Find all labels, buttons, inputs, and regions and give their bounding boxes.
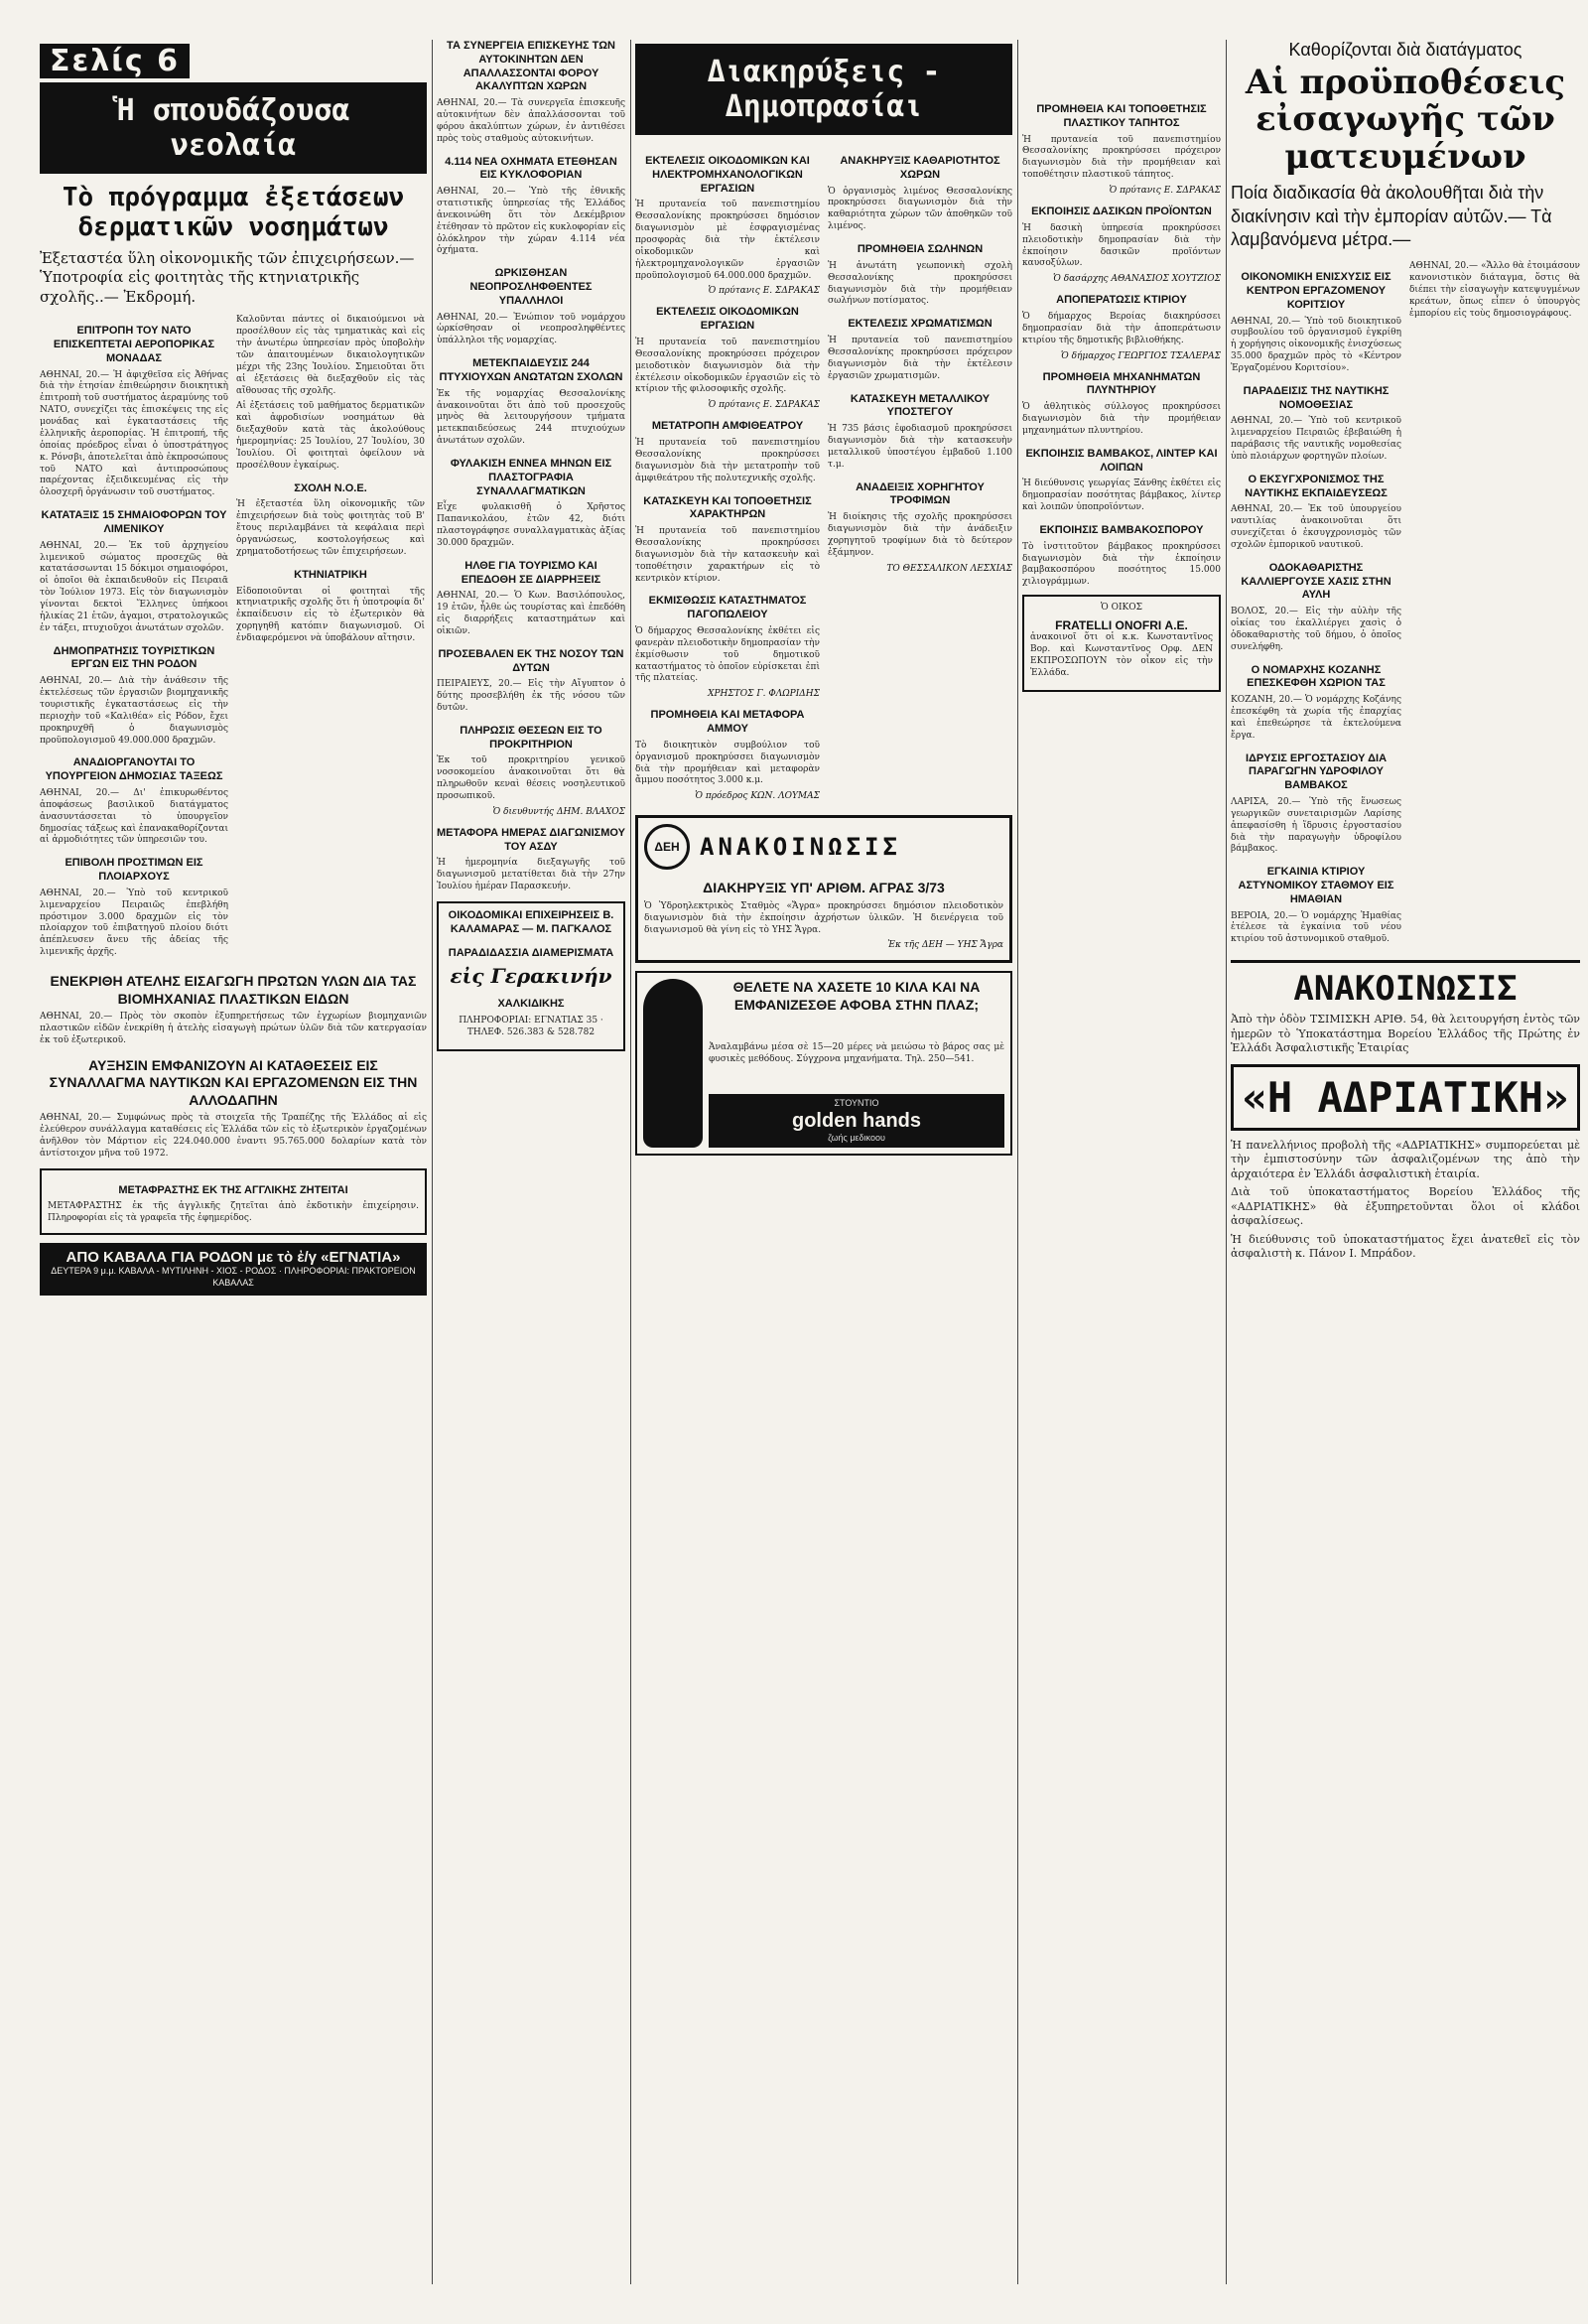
article-body: ΠΕΙΡΑΙΕΥΣ, 20.— Εἰς τὴν Αἴγυπτον ὁ δύτης προσεβλήθη ἐκ τῆς νόσου τῶν δυτῶν. <box>437 679 628 713</box>
article-body: ΜΕΤΑΦΡΑΣΤΗΣ ἐκ τῆς ἀγγλικῆς ζητεῖται ἀπὸ ἐκδοτικὴν ἐπιχείρησιν. Πληροφορίαι εἰς τὰ γραφεῖα τῆς ἐφημερίδος. <box>48 1201 422 1224</box>
tender-body: Ὁ δήμαρχος Θεσσαλονίκης ἐκθέτει εἰς φανερὰν πλειοδοτικὴν δημοπρασίαν τὴν ἐκμίσθωσιν τοῦ δημοτικοῦ καταστήματος τὸ ὁποῖον εὑρίσκεται ἐπὶ τῆς πλατείας. <box>635 625 823 684</box>
article-headline: ΟΙΚΟΝΟΜΙΚΗ ΕΝΙΣΧΥΣΙΣ ΕΙΣ ΚΕΝΤΡΟΝ ΕΡΓΑΖΟΜΕΝΟΥ ΚΟΡΙΤΣΙΟΥ <box>1241 271 1391 311</box>
weight-ad-headline: ΘΕΛΕΤΕ ΝΑ ΧΑΣΕΤΕ 10 ΚΙΛΑ ΚΑΙ ΝΑ ΕΜΦΑΝΙΖΕΣΘΕ ΑΦΟΒΑ ΣΤΗΝ ΠΛΑΖ; <box>732 979 981 1013</box>
tender-body: Ἡ πρυτανεία τοῦ πανεπιστημίου Θεσσαλονίκης προκηρύσσει πρόχειρον διαγωνισμὸν διὰ τὴν προμήθειαν καὶ τοποθέτησιν πλαστικοῦ τάπητος. <box>1022 134 1224 181</box>
insurance-announcement-body: Ἀπὸ τὴν ὁδὸν ΤΣΙΜΙΣΚΗ ΑΡΙΘ. 54, θὰ λειτουργήση ἐντὸς τῶν ἡμερῶν τὸ Ὑποκατάστημα Βορείου Ἑλλάδος τῆς Πρώτης ἐν Ἑλλάδι Ἀσφαλιστικῆς Ἑταιρίας <box>1231 1013 1584 1055</box>
article-body: ΑΘΗΝΑΙ, 20.— Ἐνώπιον τοῦ νομάρχου ὡρκίσθησαν οἱ νεοπροσληφθέντες ὑπάλληλοι τῆς νομαρχίας. <box>437 312 628 346</box>
tender-headline: ΕΚΠΟΙΗΣΙΣ ΔΑΣΙΚΩΝ ΠΡΟΪΟΝΤΩΝ <box>1031 205 1212 217</box>
article-headline: ΟΔΟΚΑΘΑΡΙΣΤΗΣ ΚΑΛΛΙΕΡΓΟΥΣΕ ΧΑΣΙΣ ΣΤΗΝ ΑΥΛΗ <box>1241 561 1391 602</box>
tender-signature: Ὁ δασάρχης ΑΘΑΝΑΣΙΟΣ ΧΟΥΤΖΙΟΣ <box>1053 274 1221 285</box>
column-2 <box>437 0 628 2324</box>
article-body: Εἶχε φυλακισθῆ ὁ Χρῆστος Παπανικολάου, ἐτῶν 42, διότι πλαστογράφησε συναλλαγματικὰς ἀξίας 30.000 δραχμῶν. <box>437 502 628 548</box>
tender-body: Ἡ δασικὴ ὑπηρεσία προκηρύσσει πλειοδοτικὴν δημοπρασίαν διὰ τὴν ἐκποίησιν δασικῶν προϊόντων καυσοξύλων. <box>1022 222 1224 269</box>
main-headline: Αἱ προϋποθέσεις εἰσαγωγῆς τῶν ματευμένων <box>1245 63 1566 177</box>
article-body: ΑΘΗΝΑΙ, 20.— Ἐκ τοῦ ἀρχηγείου λιμενικοῦ σώματος προσεχῶς θὰ κατατάσσωνται 15 δόκιμοι σημαιοφόροι, οἱ ὁποῖοι θὰ ἐκπαιδευθοῦν εἰς Πειραιᾶ τὸν Ἰούλιον 1973. Εἰς τὸν διαγωνισμὸν γίνονται δεκτοὶ Ἕλληνες ὑπήκοοι ἡλικίας 21 ἐτῶν, ἀγαμοι, στρατολογικῶς ἐν τάξει, πτυχιοῦχοι ἀνωτάτων σχολῶν. <box>40 540 231 633</box>
article-headline: ΙΔΡΥΣΙΣ ΕΡΓΟΣΤΑΣΙΟΥ ΔΙΑ ΠΑΡΑΓΩΓΗΝ ΥΔΡΟΦΙΛΟΥ ΒΑΜΒΑΚΟΣ <box>1245 752 1388 792</box>
tender-body: Ἡ ἀνωτάτη γεωπονικὴ σχολὴ Θεσσαλονίκης προκηρύσσει διαγωνισμὸν διὰ τὴν προμήθειαν σωλήνων ποτίσματος. <box>828 260 1015 307</box>
tender-headline: ΚΑΤΑΣΚΕΥΗ ΚΑΙ ΤΟΠΟΘΕΤΗΣΙΣ ΧΑΡΑΚΤΗΡΩΝ <box>643 494 812 521</box>
two-column-block <box>40 315 427 963</box>
tender-signature: Ὁ πρύτανις Ε. ΣΔΡΑΚΑΣ <box>1109 186 1221 196</box>
article-headline: ΕΝΕΚΡΙΘΗ ΑΤΕΛΗΣ ΕΙΣΑΓΩΓΗ ΠΡΩΤΩΝ ΥΛΩΝ ΔΙΑ ΤΑΣ ΒΙΟΜΗΧΑΝΙΑΣ ΠΛΑΣΤΙΚΩΝ ΕΙΔΩΝ <box>50 973 417 1007</box>
article-body: ΑΘΗΝΑΙ, 20.— Ὑπὸ τοῦ κεντρικοῦ λιμεναρχείου Πειραιῶς ἐβεβαιώθη ἡ παράβασις τῆς ναυτικῆς νομοθεσίας ὑπὸ πλοιάρχων φορτηγῶν πλοίων. <box>1231 416 1404 463</box>
tender-headline: ΕΚΠΟΙΗΣΙΣ ΒΑΜΒΑΚΟΣ, ΛΙΝΤΕΡ ΚΑΙ ΛΟΙΠΩΝ <box>1025 447 1218 474</box>
tender-headline: ΜΕΤΑΤΡΟΠΗ ΑΜΦΙΘΕΑΤΡΟΥ <box>651 420 804 433</box>
property-ad-location: εἰς Γερακινήν <box>450 964 612 989</box>
article-body: ΒΟΛΟΣ, 20.— Εἰς τὴν αὐλὴν τῆς οἰκίας του ἐκαλλιέργει χασὶς ὁ ὁδοκαθαριστὴς τοῦ δήμου, ὁ ὁποῖος συνελήφθη. <box>1231 607 1404 652</box>
article-headline: ΕΓΚΑΙΝΙΑ ΚΤΙΡΙΟΥ ΑΣΤΥΝΟΜΙΚΟΥ ΣΤΑΘΜΟΥ ΕΙΣ ΗΜΑΘΙΑΝ <box>1238 866 1394 905</box>
subcolumn-left <box>635 145 823 805</box>
golden-hands-name: golden hands <box>792 1109 921 1132</box>
insurance-announcement-title: ΑΝΑΚΟΙΝΩΣΙΣ <box>1231 960 1580 1009</box>
golden-hands-label: ΣΤΟΥΝΤΙΟ <box>834 1097 879 1108</box>
property-ad-region: ΧΑΛΚΙΔΙΚΗΣ <box>497 998 565 1011</box>
column-rule <box>630 40 631 2284</box>
ferry-ad-title: ΑΠΟ ΚΑΒΑΛΑ ΓΙΑ ΡΟΔΟΝ με τὸ ἐ/γ «ΕΓΝΑΤΙΑ» <box>66 1249 401 1267</box>
onofri-body: ἀνακοινοῖ ὅτι οἱ κ.κ. Κωνσταντῖνος Βορ. καὶ Κωνσταντῖνος Ορφ. ΔΕΝ ΕΚΠΡΟΣΩΠΟΥΝ τὸν οἶκον εἰς τὴν Ἑλλάδα. <box>1030 632 1216 678</box>
adriatic-logo: «Η ΑΔΡΙΑΤΙΚΗ» <box>1231 1064 1580 1131</box>
article-body: ΑΘΗΝΑΙ, 20.— Ὑπὸ τοῦ διοικητικοῦ συμβουλίου τοῦ ὀργανισμοῦ ἐγκρίθη ἡ χορήγησις οἰκονομικῆς ἐνισχύσεως 35.000 δραχμῶν πρὸς τὸ «Κέντρον Ἐργαζομένου Κοριτσίου». <box>1231 316 1404 374</box>
property-ad-subtitle: ΠΑΡΑΔΙΔΑΣΣΙΑ ΔΙΑΜΕΡΙΣΜΑΤΑ <box>448 946 614 959</box>
tender-headline: ΠΡΟΜΗΘΕΙΑ ΚΑΙ ΤΟΠΟΘΕΤΗΣΙΣ ΠΛΑΣΤΙΚΟΥ ΤΑΠΗΤΟΣ <box>1036 103 1207 129</box>
tender-headline: ΑΠΟΠΕΡΑΤΩΣΙΣ ΚΤΙΡΙΟΥ <box>1056 294 1187 307</box>
article-body: Ἡ ἡμερομηνία διεξαγωγῆς τοῦ διαγωνισμοῦ μετατίθεται διὰ τὴν 27ην Ἰουλίου ἡμέραν Παρασκευήν. <box>437 858 628 892</box>
woman-silhouette-icon <box>643 979 703 1148</box>
lead-headline: Τὸ πρόγραμμα ἐξετάσεων δερματικῶν νοσημάτων <box>62 183 405 242</box>
article-body: ΑΘΗΝΑΙ, 20.— Δι' ἐπικυρωθέντος ἀποφάσεως βασιλικοῦ διατάγματος ἀνασυντάσσεται τὸ ὑπουργεῖον δημοσίας τάξεως καὶ ἐπανακαθορίζονται αἱ ἁρμοδιότητες τῶν ὑπηρεσιῶν του. <box>40 787 231 846</box>
section-banner: Ἡ σπουδάζουσα νεολαία <box>40 82 427 174</box>
ferry-advertisement <box>40 1243 427 1295</box>
tender-headline: ΑΝΑΔΕΙΞΙΣ ΧΟΡΗΓΗΤΟΥ ΤΡΟΦΙΜΩΝ <box>856 480 985 507</box>
ferry-ad-details: ΔΕΥΤΕΡΑ 9 μ.μ. ΚΑΒΑΛΑ - ΜΥΤΙΛΗΝΗ - ΧΙΟΣ - ΡΟΔΟΣ · ΠΛΗΡΟΦΟΡΙΑΙ: ΠΡΑΚΤΟΡΕΙΟΝ ΚΑΒΑΛΑΣ <box>51 1266 416 1288</box>
tender-body: Ἡ πρυτανεία τοῦ πανεπιστημίου Θεσσαλονίκης προκηρύσσει διαγωνισμὸν διὰ τὴν κατασκευὴν καὶ τοποθέτησιν χαρακτήρων εἰς τὸ κεντρικὸν κτίριον. <box>635 526 823 584</box>
tender-headline: ΕΚΤΕΛΕΣΙΣ ΟΙΚΟΔΟΜΙΚΩΝ ΕΡΓΑΣΙΩΝ <box>656 306 799 333</box>
article-headline: ΠΡΟΣΕΒΑΛΕΝ ΕΚ ΤΗΣ ΝΟΣΟΥ ΤΩΝ ΔΥΤΩΝ <box>438 647 624 674</box>
property-ad-company: ΟΙΚΟΔΟΜΙΚΑΙ ΕΠΙΧΕΙΡΗΣΕΙΣ Β. ΚΑΛΑΜΑΡΑΣ — Μ. ΠΑΓΚΑΛΟΣ <box>448 909 614 935</box>
article-headline: ΑΝΑΔΙΟΡΓΑΝΟΥΤΑΙ ΤΟ ΥΠΟΥΡΓΕΙΟΝ ΔΗΜΟΣΙΑΣ ΤΑΞΕΩΣ <box>45 756 223 783</box>
golden-hands-logo <box>709 1094 1004 1149</box>
dei-announcement-header <box>644 824 1003 870</box>
article-body: Καλοῦνται πάντες οἱ δικαιούμενοι νὰ προσέλθουν εἰς τὰς τμηματικὰς καὶ εἰς τὴν ἀνωτέρω ὑπηρεσίαν πρὸς ὑποβολὴν τῶν ἀπαιτουμένων δικαιολογητικῶν μέχρι τῆς 23ης Ἰουλίου. Σημειοῦται ὅτι αἱ ἐξετάσεις θὰ διεξαχθοῦν εἰς τὰς αἴθουσας τῆς σχολῆς. <box>236 315 428 396</box>
article-body: Ἐκ τοῦ προκριτηρίου γενικοῦ νοσοκομείου ἀνακοινοῦται ὅτι θὰ πληρωθοῦν κεναὶ θέσεις νοσηλευτικοῦ προσωπικοῦ. <box>437 755 628 801</box>
tenders-subcolumns <box>635 145 1015 805</box>
weight-loss-advertisement <box>635 971 1012 1156</box>
article-headline: ΕΠΙΒΟΛΗ ΠΡΟΣΤΙΜΩΝ ΕΙΣ ΠΛΟΙΑΡΧΟΥΣ <box>65 857 203 884</box>
tender-body: Τὸ ἰνστιτοῦτον βάμβακος προκηρύσσει διαγωνισμὸν διὰ τὴν ἐκποίησιν βαμβακοσπόρου ποσότητος 15.000 χιλιογράμμων. <box>1022 541 1224 588</box>
article-headline: ΩΡΚΙΣΘΗΣΑΝ ΝΕΟΠΡΟΣΛΗΦΘΕΝΤΕΣ ΥΠΑΛΛΗΛΟΙ <box>469 267 593 307</box>
tender-body: Ἡ πρυτανεία τοῦ πανεπιστημίου Θεσσαλονίκης προκηρύσσει πρόχειρον μειοδοτικὸν διαγωνισμὸν διὰ τὴν ἐκτέλεσιν οἰκοδομικῶν ἐργασιῶν εἰς τὸ κτίριον τῆς φιλοσοφικῆς σχολῆς. <box>635 337 823 395</box>
article-headline: ΤΑ ΣΥΝΕΡΓΕΙΑ ΕΠΙΣΚΕΥΗΣ ΤΩΝ ΑΥΤΟΚΙΝΗΤΩΝ ΔΕΝ ΑΠΑΛΛΑΣΣΟΝΤΑΙ ΦΟΡΟΥ ΑΚΑΛΥΠΤΩΝ ΧΩΡΩΝ <box>447 40 615 93</box>
subcolumn-left <box>40 315 231 963</box>
article-body: Ἡ ἐξεταστέα ὕλη οἰκονομικῆς τῶν ἐπιχειρήσεων διὰ τοὺς φοιτητὰς τοῦ Β' ἔτους περιλαμβάνει τὰ κεφάλαια περὶ ὀργανώσεως, κοστολογήσεως καὶ χρηματοδοτήσεως τῶν ἐπιχειρήσεων. <box>236 499 428 557</box>
tender-body: Ἡ διοίκησις τῆς σχολῆς προκηρύσσει διαγωνισμὸν διὰ τὴν ἀνάδειξιν χορηγητοῦ τροφίμων διὰ τὸ δεύτερον ἑξάμηνον. <box>828 512 1015 558</box>
article-headline: ΚΑΤΑΤΑΞΙΣ 15 ΣΗΜΑΙΟΦΟΡΩΝ ΤΟΥ ΛΙΜΕΝΙΚΟΥ <box>41 509 227 535</box>
onofri-label: Ὁ ΟΙΚΟΣ <box>1101 603 1142 614</box>
tender-body: Ἡ πρυτανεία τοῦ πανεπιστημίου Θεσσαλονίκης προκηρύσσει πρόχειρον διαγωνισμὸν διὰ τὴν ἐκτέλεσιν ἐργασιῶν χρωματισμῶν. <box>828 336 1015 381</box>
tender-headline: ΠΡΟΜΗΘΕΙΑ ΜΗΧΑΝΗΜΑΤΩΝ ΠΛΥΝΤΗΡΙΟΥ <box>1042 370 1201 397</box>
article-headline: ΜΕΤΑΦΟΡΑ ΗΜΕΡΑΣ ΔΙΑΓΩΝΙΣΜΟΥ ΤΟΥ ΑΣΔΥ <box>437 826 626 853</box>
article-body: Εἰδοποιοῦνται οἱ φοιτηταὶ τῆς κτηνιατρικῆς σχολῆς ὅτι ἡ ὑποτροφία δι' ἐκπαίδευσιν εἰς τὸ ἐξωτερικὸν θὰ χορηγηθῆ κατόπιν διαγωνισμοῦ. Οἱ ἐνδιαφερόμενοι νὰ ὑποβάλουν αἴτησιν. <box>236 586 428 644</box>
column-5 <box>1231 0 1584 2324</box>
article-headline: ΑΥΞΗΣΙΝ ΕΜΦΑΝΙΖΟΥΝ ΑΙ ΚΑΤΑΘΕΣΕΙΣ ΕΙΣ ΣΥΝΑΛΛΑΓΜΑ ΝΑΥΤΙΚΩΝ ΚΑΙ ΕΡΓΑΖΟΜΕΝΩΝ ΕΙΣ ΤΗΝ ΑΛΛΟΔΑΠΗΝ <box>49 1056 418 1108</box>
property-advertisement <box>437 901 625 1051</box>
news-subcolumns <box>1231 261 1583 950</box>
onofri-company: FRATELLI ONOFRI Α.Ε. <box>1055 618 1188 632</box>
onofri-notice <box>1022 595 1221 691</box>
tender-headline: ΠΡΟΜΗΘΕΙΑ ΣΩΛΗΝΩΝ <box>857 243 984 255</box>
kicker: Καθορίζονται διὰ διατάγματος <box>1288 40 1522 60</box>
tender-body: Ὁ ἀθλητικὸς σύλλογος προκηρύσσει διαγωνισμὸν διὰ τὴν προμήθειαν μηχανημάτων πλυντηρίου. <box>1022 402 1224 436</box>
tender-body: Ὁ δήμαρχος Βεροίας διακηρύσσει δημοπρασίαν διὰ τὴν ἀποπεράτωσιν κτιρίου τῆς δημοτικῆς βιβλιοθήκης. <box>1022 312 1224 345</box>
lead-deck: Ἐξεταστέα ὕλη οἰκονομικῆς τῶν ἐπιχειρήσεων.— Ὑποτροφία εἰς φοιτητὰς τῆς κτηνιατρικῆς σχολῆς..— Ἐκδρομή. <box>40 248 415 306</box>
article-body: ΑΘΗΝΑΙ, 20.— Συμφώνως πρὸς τὰ στοιχεῖα τῆς Τραπέζης τῆς Ἑλλάδος αἱ εἰς ἐλεύθερον συνάλλαγμα καταθέσεις εἰς Ἑλλάδα τῶν εἰς τὸ ἐξωτερικὸν ἐργαζομένων ἀνῆλθον τὸν Μάρτιον εἰς 224.040.000 ἐναντι 95.765.000 δολαρίων κατὰ τὸν ἀντίστοιχον μῆνα τοῦ 1972. <box>40 1113 430 1159</box>
tender-headline: ΕΚΤΕΛΕΣΙΣ ΧΡΩΜΑΤΙΣΜΩΝ <box>848 318 992 331</box>
dei-announcement-signature: Ἐκ τῆς ΔΕΗ — ΥΗΣ Ἄγρα <box>887 940 1003 951</box>
article-headline: ΗΛΘΕ ΓΙΑ ΤΟΥΡΙΣΜΟ ΚΑΙ ΕΠΕΔΟΘΗ ΣΕ ΔΙΑΡΡΗΞΕΙΣ <box>461 559 601 586</box>
tender-signature: ΤΟ ΘΕΣΣΑΛΙΚΟΝ ΛΕΣΧΙΑΣ <box>886 563 1012 574</box>
dei-announcement <box>635 815 1012 963</box>
article-body: Ἐκ τῆς νομαρχίας Θεσσαλονίκης ἀνακοινοῦται ὅτι ἀπὸ τοῦ προσεχοῦς μηνὸς θὰ λειτουργήσουν τμήματα μετεκπαιδεύσεως 244 πτυχιούχων ἀνωτάτων σχολῶν. <box>437 388 628 447</box>
column-4 <box>1022 0 1224 2324</box>
tender-headline: ΚΑΤΑΣΚΕΥΗ ΜΕΤΑΛΛΙΚΟΥ ΥΠΟΣΤΕΓΟΥ <box>850 392 991 419</box>
article-body: ΛΑΡΙΣΑ, 20.— Ὑπὸ τῆς ἕνωσεως γεωργικῶν συνεταιρισμῶν Λαρίσης ἀπεφασίσθη ἡ ἵδρυσις ἐργοστασίου διὰ τὴν παραγωγὴν ὑδροφίλου βάμβακος. <box>1231 796 1404 855</box>
article-body: ΑΘΗΝΑΙ, 20.— Τὰ συνεργεῖα ἐπισκευῆς αὐτοκινήτων δὲν ἀπαλλάσσονται τοῦ φόρου ἀκαλύπτων χώρων, ἐν ἀντιθέσει πρὸς τοὺς σταθμοὺς αὐτοκινήτων. <box>437 98 628 144</box>
weight-ad-text <box>709 979 1007 1148</box>
column-rule <box>432 40 433 2284</box>
dei-announcement-title: ΑΝΑΚΟΙΝΩΣΙΣ <box>700 833 901 862</box>
tender-headline: ΠΡΟΜΗΘΕΙΑ ΚΑΙ ΜΕΤΑΦΟΡΑ ΑΜΜΟΥ <box>650 709 805 735</box>
article-body: Αἱ ἐξετάσεις τοῦ μαθήματος δερματικῶν καὶ ἀφροδισίων νοσημάτων θὰ διεξαχθοῦν κατὰ τὰς ἀκολούθους ἡμερομηνίας: 25 Ἰουλίου, 27 Ἰουλίου, 30 Ἰουλίου. Οἱ φοιτηταὶ ὀφείλουν νὰ προσέλθουν ἐγκαίρως. <box>236 401 428 471</box>
tender-body: Ὁ ὀργανισμὸς λιμένος Θεσσαλονίκης προκηρύσσει διαγωνισμὸν διὰ τὴν καθαριότητα χώρων τῶν ἀποθηκῶν τοῦ λιμένος. <box>828 186 1015 232</box>
tenders-banner: Διακηρύξεις - Δημοπρασίαι <box>635 44 1012 135</box>
subcolumn-right <box>1409 261 1583 950</box>
main-deck: Ποία διαδικασία θὰ ἀκολουθῆται διὰ τὴν διακίνησιν καὶ τὴν ἐμπορίαν αὐτῶν.— Τὰ λαμβανόμενα μέτρα.— <box>1231 183 1552 249</box>
column-3 <box>635 0 1015 2324</box>
property-ad-contact: ΠΛΗΡΟΦΟΡΙΑΙ: ΕΓΝΑΤΙΑΣ 35 · ΤΗΛΕΦ. 526.383 & 528.782 <box>459 1016 606 1037</box>
column-rule <box>1226 40 1227 2284</box>
subcolumn-right <box>236 315 428 963</box>
column-rule <box>1017 40 1018 2284</box>
tender-signature: Ὁ πρύτανις Ε. ΣΔΡΑΚΑΣ <box>708 400 820 411</box>
article-headline: ΔΗΜΟΠΡΑΤΗΣΙΣ ΤΟΥΡΙΣΤΙΚΩΝ ΕΡΓΩΝ ΕΙΣ ΤΗΝ ΡΟΔΟΝ <box>53 644 215 671</box>
adriatic-body: Ἡ πανελλήνιος προβολὴ τῆς «ΑΔΡΙΑΤΙΚΗΣ» συμπορεύεται μὲ τὴν ἐμπιστοσύνην τῶν ἀσφαλιζομένων της ἀπὸ τὴν ἀρχαιότερα ἐν Ἑλλάδι ἀσφαλιστικὴ ἑταιρία. <box>1231 1138 1584 1180</box>
tender-signature: Ὁ δήμαρχος ΓΕΩΡΓΙΟΣ ΤΣΑΛΕΡΑΣ <box>1061 350 1221 361</box>
tender-headline: ΕΚΜΙΣΘΩΣΙΣ ΚΑΤΑΣΤΗΜΑΤΟΣ ΠΑΓΟΠΩΛΕΙΟΥ <box>648 595 807 621</box>
article-body: ΑΘΗΝΑΙ, 20.— «Ἄλλο θὰ ἐτοιμάσουν κανονιστικὸν διάταγμα, ὅστις θὰ διέπει τὴν εἰσαγωγὴν κατεψυγμένων κρεάτων, ὅπως εἶπεν ὁ ὑπουργὸς ἐμπορίου εἰς τοὺς δημοσιογράφους. <box>1409 261 1583 319</box>
dei-announcement-body: Ὁ Ὑδροηλεκτρικὸς Σταθμὸς «Ἄγρα» προκηρύσσει δημόσιον πλειοδοτικὸν διαγωνισμὸν διὰ τὴν ἐκποίησιν ἀχρήστων ὑλικῶν. Ἡ διενέργεια τοῦ διαγωνισμοῦ θὰ γίνη εἰς τὸ ΥΗΣ Ἄγρα. <box>644 900 1006 935</box>
article-body: ΑΘΗΝΑΙ, 20.— Ἐκ τοῦ ὑπουργείου ναυτιλίας ἀνακοινοῦται ὅτι συνεχίζεται ὁ ἐκσυγχρονισμὸς τῶν σχολῶν ἐμπορικοῦ ναυτικοῦ. <box>1231 504 1404 551</box>
article-signature: Ὁ διευθυντής ΔΗΜ. ΒΛΑΧΟΣ <box>492 806 625 817</box>
tender-body: Ἡ πρυτανεία τοῦ πανεπιστημίου Θεσσαλονίκης προκηρύσσει δημόσιον διαγωνισμὸν μὲ ἐσφραγισμένας προσφορὰς διὰ τὴν ἐκτέλεσιν οἰκοδομικῶν καὶ ἠλεκτρομηχανολογικῶν ἐργασιῶν προϋπολογισμοῦ 64.000.000 δραχμῶν. <box>635 200 823 281</box>
subcolumn-right <box>828 145 1015 805</box>
article-headline: ΜΕΤΕΚΠΑΙΔΕΥΣΙΣ 244 ΠΤΥΧΙΟΥΧΩΝ ΑΝΩΤΑΤΩΝ ΣΧΟΛΩΝ <box>439 357 623 383</box>
article-body: ΑΘΗΝΑΙ, 20.— Πρὸς τὸν σκοπὸν ἐξυπηρετήσεως τῶν ἐγχωρίων βιομηχανιῶν πλαστικῶν εἰδῶν ἐνεκρίθη ἡ ἀτελὴς εἰσαγωγὴ πρώτων ὑλῶν διὰ τῶν κατεργασίαν ἐκ τοῦ ἐξωτερικοῦ. <box>40 1012 430 1045</box>
article-headline: ΣΧΟΛΗ Ν.Ο.Ε. <box>294 481 367 494</box>
tender-body: Ἡ πρυτανεία τοῦ πανεπιστημίου Θεσσαλονίκης προκηρύσσει διαγωνισμὸν διὰ τὴν μετατροπὴν τοῦ ἀμφιθεάτρου τῆς πολυτεχνικῆς σχολῆς. <box>635 438 823 483</box>
article-body: ΑΘΗΝΑΙ, 20.— Ἡ ἀφιχθεῖσα εἰς Ἀθήνας διὰ τὴν ἐτησίαν ἐπιθεώρησιν διοικητικὴ ἐπιτροπὴ τοῦ συστήματος ἀεραμύνης τοῦ ΝΑΤΟ, συνεχίζει τὰς ἐπισκέψεις της εἰς μονάδας καὶ ἐγκαταστάσεις τῆς ἑλληνικῆς ἀεροπορίας. Ἡ ἐπιτροπή, τῆς ὁποίας πρόεδρος εἶναι ὁ ὑποστράτηγος κ. Ρόνσβι, ἀποτελεῖται ἀπὸ ἐκπροσώπους τοῦ ΝΑΤΟ καὶ ἀντιπροσώπους παρέχοντας ἐξειδικευμένας εἰς τὴν ὁλοσχερῆ ὀργάνωσιν τοῦ συστήματος. <box>40 369 231 498</box>
article-body: ΑΘΗΝΑΙ, 20.— Διὰ τὴν ἀνάθεσιν τῆς ἐκτελέσεως τῶν ἐργασιῶν βιομηχανικῆς τουριστικῆς ἐγκαταστάσεως εἰς τὴν περιοχὴν τοῦ «Καλιθέα» εἰς Ρόδον, ἔχει προκηρυχθῆ ὁ διαγωνισμὸς προϋπολογισμοῦ 49.000.000 δραχμῶν. <box>40 676 231 746</box>
article-headline: ΜΕΤΑΦΡΑΣΤΗΣ ΕΚ ΤΗΣ ΑΓΓΛΙΚΗΣ ΖΗΤΕΙΤΑΙ <box>118 1183 348 1196</box>
article-body: ΚΟΖΑΝΗ, 20.— Ὁ νομάρχης Κοζάνης ἐπεσκέφθη τὰ χωρία τῆς ἐπαρχίας καὶ ἐπεθεώρησε τὰ ἐκτελούμενα ἔργα. <box>1231 695 1404 741</box>
tender-body: Ἡ 735 βάσις ἐφοδιασμοῦ προκηρύσσει διαγωνισμὸν διὰ τὴν κατασκευὴν μεταλλικοῦ ὑποστέγου ἐμβαδοῦ 1.100 τ.μ. <box>828 424 1015 470</box>
page-number-badge: Σελίς 6 <box>40 44 190 78</box>
article-headline: ΦΥΛΑΚΙΣΗ ΕΝΝΕΑ ΜΗΝΩΝ ΕΙΣ ΠΛΑΣΤΟΓΡΑΦΙΑ ΣΥΝΑΛΛΑΓΜΑΤΙΚΩΝ <box>450 458 612 497</box>
tender-headline: ΕΚΤΕΛΕΣΙΣ ΟΙΚΟΔΟΜΙΚΩΝ ΚΑΙ ΗΛΕΚΤΡΟΜΗΧΑΝΟΛΟΓΙΚΩΝ ΕΡΓΑΣΙΩΝ <box>645 155 810 195</box>
weight-ad-body: Ἀναλαμβάνω μέσα σὲ 15—20 μέρες νὰ μειώσω τὸ βάρος σας μὲ φυσικὲς μεθόδους. Σύγχρονα μηχανήματα. Τηλ. 250—541. <box>709 1041 1007 1064</box>
article-headline: ΕΠΙΤΡΟΠΗ ΤΟΥ ΝΑΤΟ ΕΠΙΣΚΕΠΤΕΤΑΙ ΑΕΡΟΠΟΡΙΚΑΣ ΜΟΝΑΔΑΣ <box>53 325 215 364</box>
article-headline: ΠΑΡΑΔΕΙΣΙΣ ΤΗΣ ΝΑΥΤΙΚΗΣ ΝΟΜΟΘΕΣΙΑΣ <box>1243 384 1390 411</box>
article-body: ΑΘΗΝΑΙ, 20.— Ὑπὸ τοῦ κεντρικοῦ λιμεναρχείου Πειραιῶς ἐπεβλήθη πρόστιμον 3.000 δραχμῶν εἰς τὸν πλοίαρχον τοῦ ἐπιβατηγοῦ πλοίου διότι ἀπέπλευσεν ἄνευ τῆς ἀδείας τῆς λιμενικῆς ἀρχῆς. <box>40 888 231 958</box>
tender-body: Τὸ διοικητικὸν συμβούλιον τοῦ ὀργανισμοῦ προκηρύσσει διαγωνισμὸν διὰ τὴν προμήθειαν καὶ μεταφορὰν ἄμμου ποσότητος 3.000 κ.μ. <box>635 740 823 786</box>
tender-headline: ΕΚΠΟΙΗΣΙΣ ΒΑΜΒΑΚΟΣΠΟΡΟΥ <box>1039 523 1204 536</box>
tender-headline: ΑΝΑΚΗΡΥΞΙΣ ΚΑΘΑΡΙΟΤΗΤΟΣ ΧΩΡΩΝ <box>840 155 1000 181</box>
article-headline: 4.114 ΝΕΑ ΟΧΗΜΑΤΑ ΕΤΕΘΗΣΑΝ ΕΙΣ ΚΥΚΛΟΦΟΡΙΑΝ <box>445 155 617 182</box>
article-headline: ΚΤΗΝΙΑΤΡΙΚΗ <box>294 568 367 581</box>
article-headline: ΠΛΗΡΩΣΙΣ ΘΕΣΕΩΝ ΕΙΣ ΤΟ ΠΡΟΚΡΙΤΗΡΙΟΝ <box>460 724 602 751</box>
tender-signature: Ὁ πρόεδρος ΚΩΝ. ΛΟΥΜΑΣ <box>695 791 820 802</box>
article-body: ΑΘΗΝΑΙ, 20.— Ὑπὸ τῆς ἐθνικῆς στατιστικῆς ὑπηρεσίας τῆς Ἑλλάδος ἀνεκοινώθη ὅτι τὸν Δεκέμβριον ἐτέθησαν τὸ πρῶτον εἰς κυκλοφορίαν εἰς ὁλόκληρον τὴν χώραν 4.114 νέα ὀχήματα. <box>437 187 628 256</box>
article-headline: Ο ΝΟΜΑΡΧΗΣ ΚΟΖΑΝΗΣ ΕΠΕΣΚΕΦΘΗ ΧΩΡΙΟΝ ΤΑΣ <box>1247 663 1386 690</box>
tender-body: Ἡ διεύθυνσις γεωργίας Ξάνθης ἐκθέτει εἰς δημοπρασίαν ποσότητας βάμβακος, λίντερ καὶ λοιπῶν ὑποπροϊόντων. <box>1022 478 1224 512</box>
column-1 <box>40 0 430 2324</box>
classified-box <box>40 1168 427 1236</box>
subcolumn-left <box>1231 261 1404 950</box>
article-headline: Ο ΕΚΣΥΓΧΡΟΝΙΣΜΟΣ ΤΗΣ ΝΑΥΤΙΚΗΣ ΕΚΠΑΙΔΕΥΣΕΩΣ <box>1245 473 1388 499</box>
tender-signature: ΧΡΗΣΤΟΣ Γ. ΦΛΩΡΙΔΗΣ <box>708 689 820 700</box>
golden-hands-tagline: ζωής μεδικοου <box>828 1132 885 1143</box>
dei-logo-icon: ΔΕΗ <box>644 824 690 870</box>
dei-announcement-subtitle: ΔΙΑΚΗΡΥΞΙΣ ΥΠ' ΑΡΙΘΜ. ΑΓΡΑΣ 3/73 <box>703 880 945 896</box>
adriatic-body: Διὰ τοῦ ὑποκαταστήματος Βορείου Ἑλλάδος τῆς «ΑΔΡΙΑΤΙΚΗΣ» θὰ ἐξυπηρετοῦνται ὅλοι οἱ κλάδοι ἀσφαλίσεως. <box>1231 1185 1584 1228</box>
article-body: ΒΕΡΟΙΑ, 20.— Ὁ νομάρχης Ἠμαθίας ἐτέλεσε τὰ ἐγκαίνια τοῦ νέου κτιρίου τοῦ ἀστυνομικοῦ σταθμοῦ. <box>1231 910 1404 945</box>
tender-signature: Ὁ πρύτανις Ε. ΣΔΡΑΚΑΣ <box>708 286 820 297</box>
article-body: ΑΘΗΝΑΙ, 20.— Ὁ Κων. Βασιλόπουλος, 19 ἐτῶν, ἦλθε ὡς τουρίστας καὶ ἐπεδόθη εἰς διαρρήξεις καταστημάτων καὶ οἰκιῶν. <box>437 591 628 636</box>
adriatic-body: Ἡ διεύθυνσις τοῦ ὑποκαταστήματος ἔχει ἀνατεθεῖ εἰς τὸν ἀσφαλιστὴ κ. Πάνον Ι. Μπράδον. <box>1231 1232 1584 1261</box>
